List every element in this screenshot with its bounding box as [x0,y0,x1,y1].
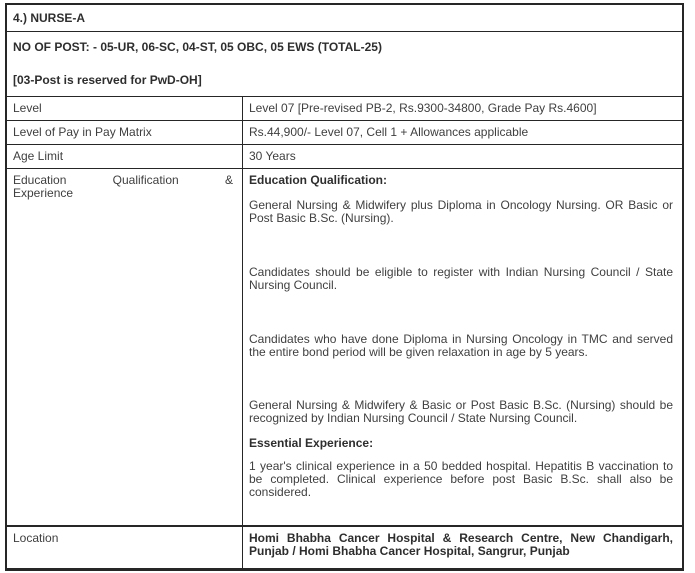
post-details-table [5,3,684,571]
row-value-education [243,169,682,525]
table-row-pay-matrix [7,121,682,145]
essential-experience-heading: Essential Experience: [249,436,374,450]
table-row-level [7,97,682,121]
row-value-age-limit: 30 Years [249,149,296,163]
education-label-line1: Education Qualification & [13,173,233,187]
education-paragraph-1: General Nursing & Midwifery plus Diploma in Oncology Nursing. OR Basic or Post Basic B.Sc. (Nursing). [249,198,673,225]
row-value-pay-matrix: Rs.44,900/- Level 07, Cell 1 + Allowances applicable [249,125,529,139]
pwd-reservation-note: [03-Post is reserved for PwD-OH] [13,73,202,87]
experience-paragraph: 1 year's clinical experience in a 50 bedded hospital. Hepatitis B vaccination to be completed. Clinical experience before post Basic B.Sc. shall also be considered. [249,459,673,499]
table-row-education [7,169,682,527]
row-label-location: Location [7,527,243,568]
education-paragraph-3: Candidates who have done Diploma in Nursing Oncology in TMC and served the entire bond period will be given relaxation in age by 5 years. [249,332,673,359]
row-label-education [7,169,243,525]
education-paragraph-2: Candidates should be eligible to register with Indian Nursing Council / State Nursing Council. [249,265,673,292]
table-row-no-of-posts [7,32,682,97]
table-row-location [7,527,682,568]
row-value-level: Level 07 [Pre-revised PB-2, Rs.9300-34800, Grade Pay Rs.4600] [249,101,597,115]
no-of-posts-cell [7,32,391,96]
education-label-line2: Experience [13,186,74,200]
table-row-post-title [7,5,682,32]
row-label-level: Level [7,97,243,120]
table-row-age-limit [7,145,682,169]
row-label-age-limit: Age Limit [7,145,243,168]
education-paragraph-4: General Nursing & Midwifery & Basic or Post Basic B.Sc. (Nursing) should be recognized by Indian Nursing Council / State Nursing Council. [249,398,673,425]
row-value-location: Homi Bhabha Cancer Hospital & Research Centre, New Chandigarh, Punjab / Homi Bhabha Cancer Hospital, Sangrur, Punjab [249,531,673,558]
education-qualification-heading: Education Qualification: [249,173,388,187]
post-title: 4.) NURSE-A [13,11,86,25]
row-label-pay-matrix: Level of Pay in Pay Matrix [7,121,243,144]
no-of-posts-line: NO OF POST: - 05-UR, 06-SC, 04-ST, 05 OBC, 05 EWS (TOTAL-25) [13,40,382,54]
